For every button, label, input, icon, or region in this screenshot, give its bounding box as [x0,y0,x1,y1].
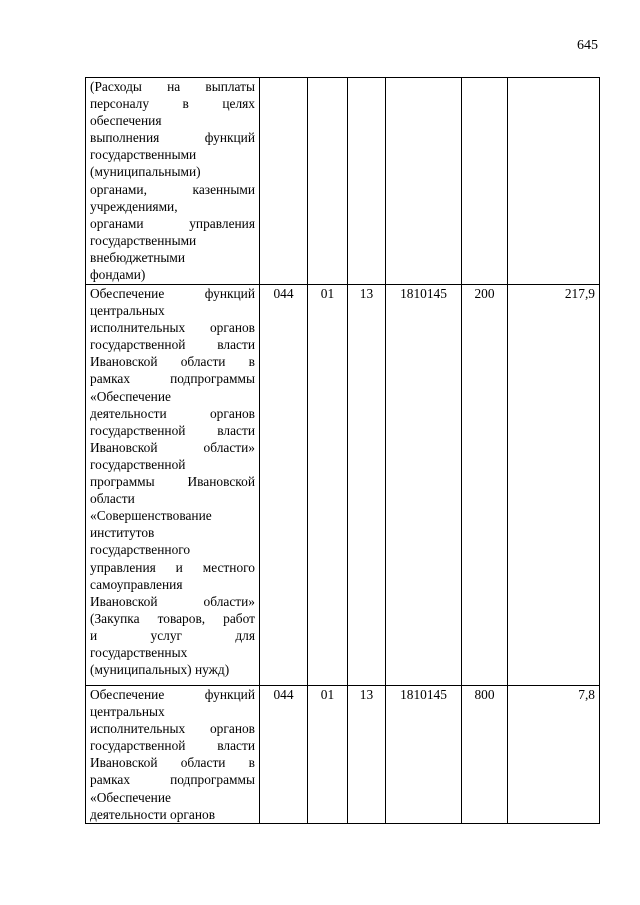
description-line: (муниципальными) [90,164,201,180]
description-line: «Обеспечение [90,388,171,404]
description-line: программы Ивановской [90,474,255,490]
description-line: самоуправления [90,576,183,592]
description-line: (Расходы на выплаты [90,79,255,94]
expense-description-cell [86,285,260,686]
description-line: Ивановской области» [90,593,255,609]
section-code-cell [308,78,348,285]
description-line: Ивановской области в [90,755,255,771]
description-line: Обеспечение функций [90,687,255,702]
expense-type-cell [462,78,508,285]
description-line: государственной власти [90,422,255,438]
subsection-code-cell: 13 [348,285,386,686]
description-line: рамках подпрограммы [90,772,255,788]
subsection-code-cell: 13 [348,686,386,824]
description-line: (муниципальных) нужд) [90,662,230,678]
target-article-cell [386,78,462,285]
ministry-code-cell: 044 [260,686,308,824]
description-line: деятельности органов [90,806,216,822]
description-line: области [90,491,135,507]
amount-cell: 7,8 [508,686,600,824]
table-row [86,78,600,285]
expense-type-cell: 200 [462,285,508,686]
description-line: государственными [90,232,197,248]
expense-type-cell: 800 [462,686,508,824]
description-line: Ивановской области» [90,439,255,455]
description-line: внебюджетными [90,249,186,265]
description-line: «Совершенствование [90,508,212,524]
target-article-cell: 1810145 [386,686,462,824]
description-line: обеспечения [90,113,162,129]
table-row [86,285,600,686]
description-line: фондами) [90,267,146,283]
description-line: учреждениями, [90,198,178,214]
expense-description-cell [86,78,260,285]
description-line: центральных [90,704,165,720]
description-line: органами управления [90,215,255,231]
table-body [86,78,600,824]
description-line: государственной власти [90,738,255,754]
description-line: государственных [90,644,188,660]
expense-description-cell [86,686,260,824]
description-line: исполнительных органов [90,320,255,336]
description-line: деятельности органов [90,405,255,421]
description-line: центральных [90,303,165,319]
description-line: выполнения функций [90,130,255,146]
description-line: управления и местного [90,559,255,575]
description-line: органами, казенными [90,181,255,197]
ministry-code-cell [260,78,308,285]
description-line: рамках подпрограммы [90,371,255,387]
amount-cell: 217,9 [508,285,600,686]
description-line: государственной власти [90,337,255,353]
description-line: государственной [90,456,186,472]
description-line: государственными [90,147,197,163]
target-article-cell: 1810145 [386,285,462,686]
description-line: институтов [90,525,155,541]
budget-table [85,77,600,824]
description-line: и услуг для [90,627,255,643]
description-line: Обеспечение функций [90,286,255,301]
subsection-code-cell [348,78,386,285]
table-row [86,686,600,824]
section-code-cell: 01 [308,285,348,686]
description-line: «Обеспечение [90,789,171,805]
description-line: (Закупка товаров, работ [90,610,255,626]
description-line: исполнительных органов [90,721,255,737]
description-line: государственного [90,542,191,558]
section-code-cell: 01 [308,686,348,824]
description-line: персоналу в целях [90,96,255,112]
page-number: 645 [577,38,598,53]
amount-cell [508,78,600,285]
ministry-code-cell: 044 [260,285,308,686]
description-line: Ивановской области в [90,354,255,370]
